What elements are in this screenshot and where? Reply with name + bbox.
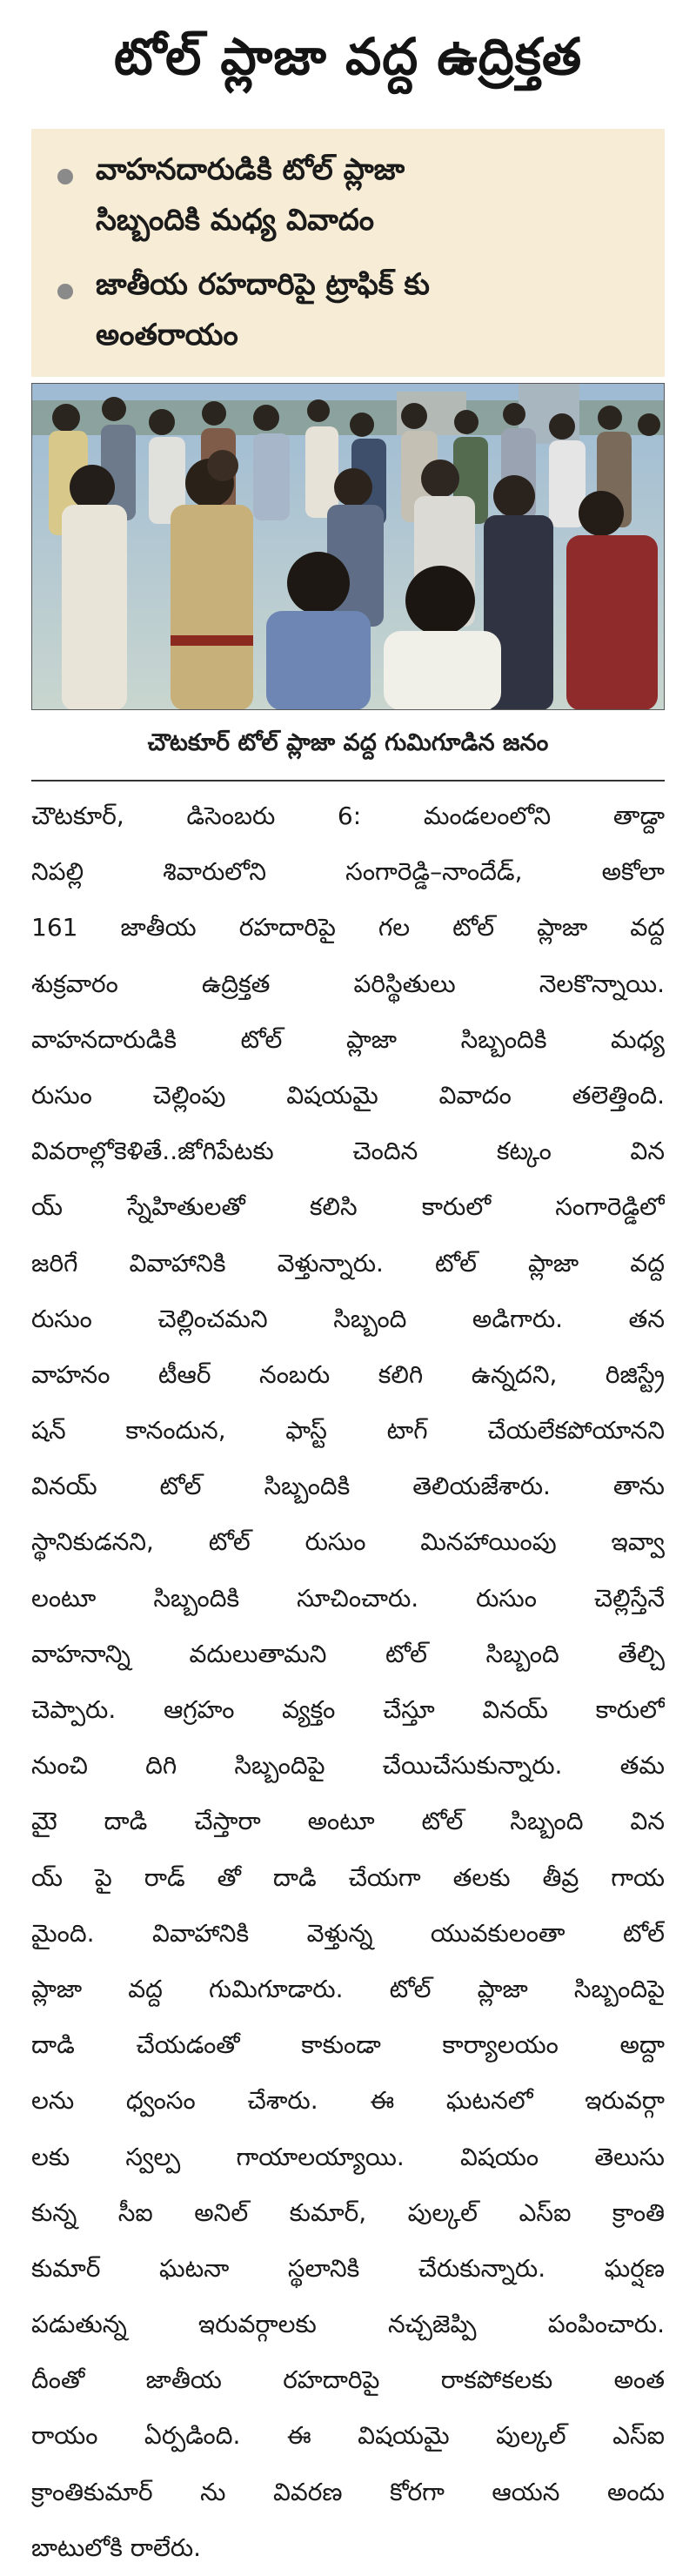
article-line: చౌటకూర్, డిసెంబరు 6: మండలంలోని తాడ్దా <box>31 802 665 830</box>
article-line: బాటులోకి రాలేరు. <box>31 2532 202 2562</box>
article-line: పడుతున్న ఇరువర్గాలకు నచ్చజెప్పి పంపించారు. <box>31 2310 665 2339</box>
bullet-dot-icon <box>57 284 73 299</box>
article-line: లంటూ సిబ్బందికి సూచించారు. రుసుం చెల్లిస్తేనే <box>31 1583 665 1613</box>
article-line: రుసుం చెల్లించమని సిబ్బంది అడిగారు. తన <box>31 1304 665 1333</box>
crowd-photo <box>31 383 665 710</box>
article-line: వాహనాన్ని వదులుతామని టోల్ సిబ్బంది తేల్చి <box>31 1639 665 1668</box>
article-line: వివరాల్లోకెళితే..జోగిపేటకు చెందిన కట్కం విన <box>31 1137 665 1166</box>
article-line: చెప్పారు. ఆగ్రహం వ్యక్తం చేస్తూ వినయ్ కారులో <box>31 1695 665 1724</box>
bullet-dot-icon <box>57 169 73 184</box>
summary-bullet-1 <box>57 144 647 245</box>
article-line: స్థానికుడనని, టోల్ రుసుం మినహాయింపు ఇవ్వా <box>31 1527 665 1557</box>
article-line: దాడి చేయడంతో కాకుండా కార్యాలయం అద్దా <box>31 2030 665 2060</box>
bullet-2-line-2: అంతరాయం <box>96 318 238 352</box>
article-line: నుంచి దిగి సిబ్బందిపై చేయిచేసుకున్నారు. తమ <box>31 1751 665 1781</box>
bullet-1-line-2: సిబ్బందికి మధ్య వివాదం <box>96 203 375 238</box>
crowd-photo-illustration <box>31 383 665 710</box>
article-line: మైె దాడి చేస్తారా అంటూ టోల్ సిబ్బంది విన <box>31 1807 665 1836</box>
summary-bullet-2 <box>57 259 647 360</box>
article-line: దీంతో జాతీయ రహదారిపై రాకపోకలకు అంత <box>31 2365 665 2395</box>
article-line: కున్న సీఐ అనిల్ కుమార్, పుల్కల్ ఎస్ఐ క్రాంతి <box>31 2197 665 2227</box>
article-line: 161 జాతీయ రహదారిపై గల టోల్ ప్లాజా వద్ద <box>31 913 665 943</box>
headline: టోల్ ప్లాజా వద్ద ఉద్రిక్తత <box>113 27 583 86</box>
article-body <box>31 788 665 2576</box>
article-line: ప్లాజా వద్ద గుమిగూడారు. టోల్ ప్లాజా సిబ్బందిపై <box>31 1974 665 2003</box>
bullet-1-line-1: వాహనదారుడికి టోల్ ప్లాజా <box>96 152 405 187</box>
article-line: షన్ కానందున, ఫాస్ట్ టాగ్ చేయలేకపోయానని <box>31 1416 665 1446</box>
article-line: రుసుం చెల్లింపు విషయమై వివాదం తలెత్తింది. <box>31 1080 665 1110</box>
bullet-2-line-1: జాతీయ రహదారిపై ట్రాఫిక్ కు <box>96 267 430 302</box>
article-line: జరిగే వివాహానికి వెళ్తున్నారు. టోల్ ప్లాజా వద్ద <box>31 1248 665 1278</box>
article-line: కుమార్ ఘటనా స్థలానికి చేరుకున్నారు. ఘర్షణ <box>31 2253 665 2283</box>
article-line: మైంది. వివాహానికి వెళ్తున్న యువకులంతా టోల్ <box>31 1918 665 1948</box>
article-line: లను ధ్వంసం చేశారు. ఈ ఘటనలో ఇరువర్గా <box>31 2086 665 2116</box>
article-line: వాహనం టీఆర్ నంబరు కలిగి ఉన్నదని, రిజిస్ట్రే <box>31 1359 665 1389</box>
article-line: వినయ్ టోల్ సిబ్బందికి తెలియజేశారు. తాను <box>31 1472 665 1501</box>
article-line: లకు స్వల్ప గాయాలయ్యాయి. విషయం తెలుసు <box>31 2142 665 2171</box>
article-line: శుక్రవారం ఉద్రిక్తత పరిస్థితులు నెలకొన్నాయి. <box>31 969 665 998</box>
article-line: వాహనదారుడికి టోల్ ప్లాజా సిబ్బందికి మధ్య <box>31 1024 665 1054</box>
article-line: య్ స్నేహితులతో కలిసి కారులో సంగారెడ్డిలో <box>31 1192 665 1222</box>
photo-caption: చౌటకూర్ టోల్ ప్లాజా వద్ద గుమిగూడిన జనం <box>31 712 665 782</box>
article-line: క్రాంతికుమార్ ను వివరణ కోరగా ఆయన అందు <box>31 2477 665 2506</box>
article-line: య్ పై రాడ్ తో దాడి చేయగా తలకు తీవ్ర గాయ <box>31 1862 665 1892</box>
article-line: రాయం ఏర్పడింది. ఈ విషయమై పుల్కల్ ఎస్ఐ <box>31 2421 665 2451</box>
summary-box <box>31 129 665 377</box>
article-line: నిపల్లి శివారులోని సంగారెడ్డి–నాందేడ్, అకోలా <box>31 857 665 887</box>
